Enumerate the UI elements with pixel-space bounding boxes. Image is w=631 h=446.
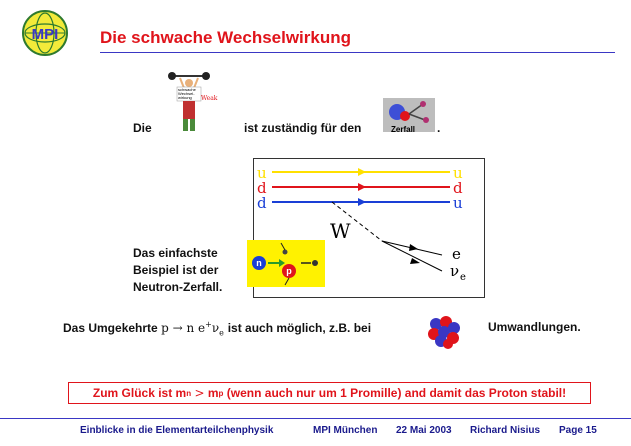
note-sub-p: p: [218, 388, 224, 398]
weak-sign-line: wirkung: [178, 95, 192, 100]
footer-page: Page 15: [559, 425, 597, 436]
left-quark-d: d: [257, 179, 267, 197]
line1-die: Die: [133, 121, 152, 135]
line1-middle: ist zuständig für den: [244, 121, 362, 135]
logo-text: MPI: [31, 26, 59, 43]
line1-end: .: [437, 121, 441, 135]
footer-course: Einblicke in die Elementarteilchenphysik: [80, 425, 274, 436]
footer-date: 22 Mai 2003: [396, 425, 452, 436]
weak-sign-line: schwache: [178, 87, 196, 92]
title-divider: [100, 52, 615, 53]
left-quark-u: u: [257, 164, 267, 182]
row2-prefix: Das Umgekehrte: [63, 321, 158, 335]
weak-sign-word: Weak: [201, 95, 218, 102]
row2-middle: ist auch möglich, z.B. bei: [227, 321, 372, 335]
note-part1: Zum Glück ist m: [92, 386, 187, 400]
page-title: Die schwache Wechselwirkung: [100, 28, 351, 47]
neutron-label: n: [256, 258, 262, 268]
right-quark-u: u: [453, 194, 463, 212]
formula-proton: p: [161, 321, 169, 335]
footer-divider: [0, 418, 631, 419]
formula-neutrino-sub: e: [219, 328, 224, 338]
left-quark-d: d: [257, 194, 267, 212]
row2-text: [63, 320, 371, 337]
formula-plus: +: [205, 320, 212, 329]
right-quark-d: d: [453, 179, 463, 197]
paragraph-line: Beispiel ist der: [133, 263, 219, 277]
mpi-logo: [21, 9, 69, 57]
formula-positron: e: [198, 321, 206, 335]
paragraph-line: Neutron-Zerfall.: [133, 280, 223, 294]
weak-strongman-figure: [168, 70, 218, 134]
neutron-decay-image: [247, 240, 325, 287]
w-boson-label: W: [330, 219, 351, 243]
reaction-formula: [161, 320, 228, 338]
row2-suffix: Umwandlungen.: [488, 320, 581, 334]
footer-place: MPI München: [313, 425, 378, 436]
nucleus-icon: [424, 312, 464, 350]
note-part2: m: [207, 386, 219, 400]
paragraph-line: Das einfachste: [133, 246, 218, 260]
formula-neutron: n: [186, 321, 195, 335]
proton-label: p: [286, 266, 292, 276]
formula-neutrino: ν: [211, 321, 220, 335]
weak-sign-line: Wechsel-: [178, 91, 195, 96]
right-quark-u: u: [453, 164, 463, 182]
electron-label: e: [452, 245, 461, 263]
neutrino-label: ν: [450, 262, 460, 280]
note-sub-n: n: [186, 388, 192, 398]
formula-arrow: →: [172, 321, 183, 335]
decay-label: Zerfall: [391, 125, 416, 134]
stability-note: [68, 382, 591, 404]
neutrino-subscript: e: [460, 272, 466, 283]
note-gt: >: [194, 386, 205, 400]
footer-author: Richard Nisius: [470, 425, 541, 436]
note-part3: (wenn auch nur um 1 Promille) and damit das Proton stabil!: [226, 386, 567, 400]
